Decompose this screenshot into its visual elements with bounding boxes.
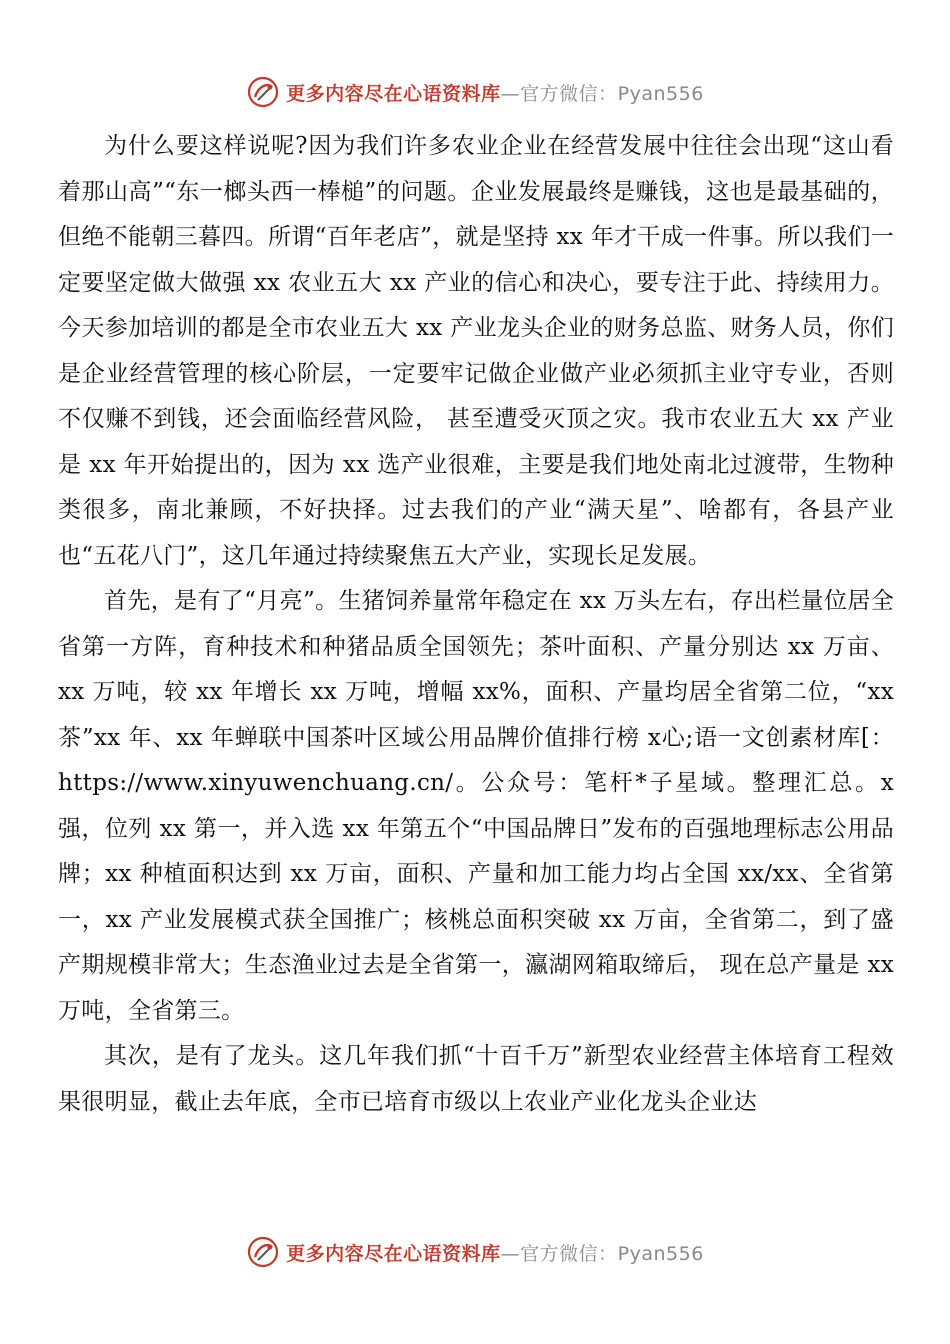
paragraph-1: 为什么要这样说呢?因为我们许多农业企业在经营发展中往往会出现“这山看着那山高”“东一榔头西一棒槌”的问题。企业发展最终是赚钱，这也是最基础的，但绝不能朝三暮四。所谓“百年老店”，就是坚持 xx 年才干成一件事。所以我们一定要坚定做大做强 xx 农业五大 xx 产业的信心和决心，要专注于此、持续用力。今天参加培训的都是全市农业五大 xx 产业龙头企业的财务总监、财务人员，你们是企业经营管理的核心阶层，一定要牢记做企业做产业必须抓主业守专业，否则不仅赚不到钱，还会面临经营风险， 甚至遭受灭顶之灾。我市农业五大 xx 产业是 xx 年开始提出的，因为 xx 选产业很难，主要是我们地处南北过渡带，生物种类很多，南北兼顾，不好抉择。过去我们的产业“满天星”、啥都有，各县产业也“五花八门”，这几年通过持续聚焦五大产业，实现长足发展。 (58, 133, 894, 569)
banner-brand-text: 更多内容尽在心语资料库 (286, 82, 501, 105)
header-banner (0, 72, 950, 112)
document-body (58, 124, 894, 1125)
banner-dash: — (500, 1242, 521, 1265)
banner-wechat-text: 官方微信：Pyan556 (520, 1242, 704, 1265)
banner-wechat-text: 官方微信：Pyan556 (520, 82, 704, 105)
paragraph-2: 首先，是有了“月亮”。生猪饲养量常年稳定在 xx 万头左右，存出栏量位居全省第一方阵，育种技术和种猪品质全国领先；茶叶面积、产量分别达 xx 万亩、xx 万吨，较 xx 年增长 xx 万吨，增幅 xx%，面积、产量均居全省第二位，“xx 茶”xx 年、xx 年蝉联中国茶叶区域公用品牌价值排行榜 x心;语一文创素材库[：https://www.xinyuwenchuang.cn/。公众号：笔杆*子星域。整理汇总。x 强，位列 xx 第一，并入选 xx 年第五个“中国品牌日”发布的百强地理标志公用品牌；xx 种植面积达到 xx 万亩，面积、产量和加工能力均占全国 xx/xx、全省第一，xx 产业发展模式获全国推广；核桃总面积突破 xx 万亩，全省第二，到了盛产期规模非常大；生态渔业过去是全省第一，瀛湖网箱取缔后， 现在总产量是 xx 万吨，全省第三。 (58, 588, 894, 1024)
paragraph-3: 其次，是有了龙头。这几年我们抓“十百千万”新型农业经营主体培育工程效果很明显，截止去年底，全市已培育市级以上农业产业化龙头企业达 (58, 1043, 894, 1115)
banner-dash: — (500, 82, 521, 105)
logo-icon (246, 75, 280, 109)
logo-icon (246, 1235, 280, 1269)
banner-brand-text: 更多内容尽在心语资料库 (286, 1242, 501, 1265)
footer-banner (0, 1232, 950, 1272)
